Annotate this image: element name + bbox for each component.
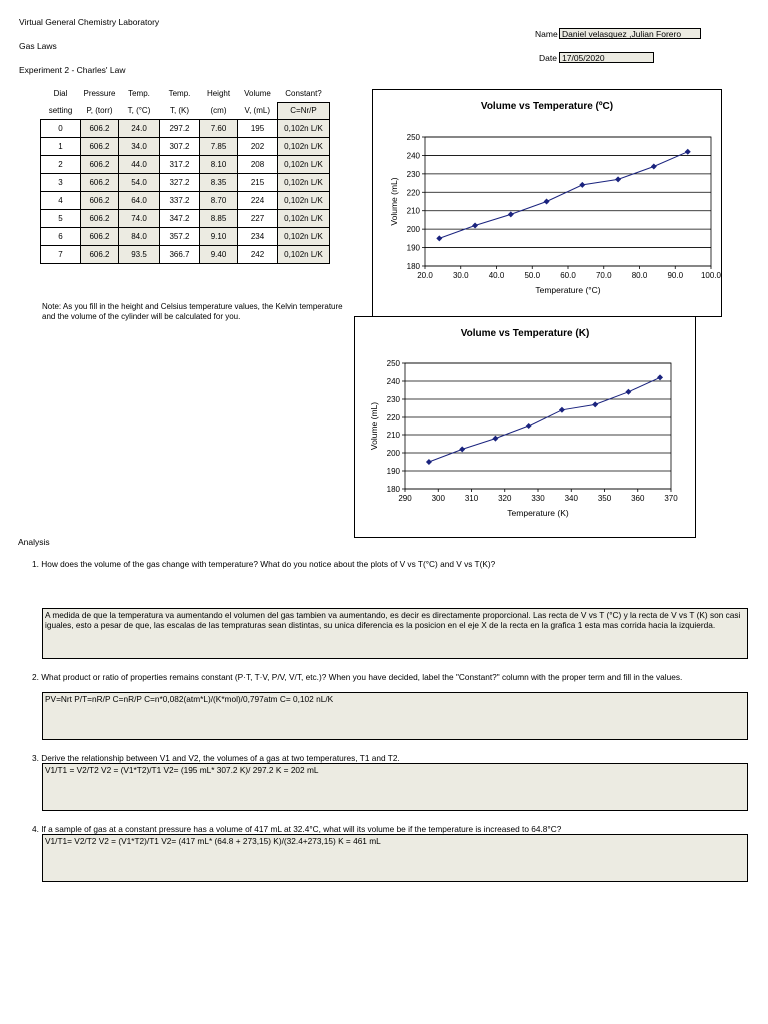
cell-temp-k: 317.2 xyxy=(160,156,200,174)
question-3: 3. Derive the relationship between V1 and V2, the volumes of a gas at two temperatures, T1 and T2. xyxy=(32,753,400,763)
cell-temp-c[interactable]: 64.0 xyxy=(119,192,160,210)
answer-4[interactable]: V1/T1= V2/T2 V2 = (V1*T2)/T1 V2= (417 mL* (64.8 + 273,15) K)/(32.4+273,15) K = 461 mL xyxy=(42,834,748,882)
cell-volume: 195 xyxy=(238,120,278,138)
cell-constant[interactable]: 0,102n L/K xyxy=(278,246,330,264)
y-tick-label: 240 xyxy=(406,151,420,161)
cell-temp-k: 347.2 xyxy=(160,210,200,228)
col-subheader: T, (K) xyxy=(169,105,190,115)
y-tick-label: 180 xyxy=(406,262,420,271)
data-point xyxy=(436,235,442,241)
data-point xyxy=(592,401,598,407)
cell-constant[interactable]: 0,102n L/K xyxy=(278,156,330,174)
x-tick-label: 90.0 xyxy=(667,271,684,280)
question-4: 4. If a sample of gas at a constant pressure has a volume of 417 mL at 32.4°C, what will its volume be if the temperature is increased to 64.8°C? xyxy=(32,824,562,834)
x-tick-label: 60.0 xyxy=(560,271,576,280)
x-tick-label: 320 xyxy=(498,494,512,503)
data-point xyxy=(426,459,432,465)
y-tick-label: 230 xyxy=(406,169,420,179)
cell-temp-c[interactable]: 54.0 xyxy=(119,174,160,192)
cell-height[interactable]: 8.70 xyxy=(200,192,238,210)
table-row xyxy=(41,192,330,210)
y-tick-label: 240 xyxy=(386,377,400,386)
cell-pressure: 606.2 xyxy=(81,192,119,210)
x-tick-label: 300 xyxy=(431,494,445,503)
cell-volume: 215 xyxy=(238,174,278,192)
y-tick-label: 220 xyxy=(386,413,400,422)
data-point xyxy=(657,374,663,380)
cell-volume: 202 xyxy=(238,138,278,156)
col-subheader: setting xyxy=(48,105,73,115)
col-header: Height xyxy=(206,89,231,99)
cell-dial: 2 xyxy=(41,156,81,174)
y-tick-label: 200 xyxy=(386,449,400,458)
chart-celsius xyxy=(372,89,722,317)
data-point xyxy=(526,423,532,429)
data-point xyxy=(508,211,514,217)
cell-temp-c[interactable]: 84.0 xyxy=(119,228,160,246)
data-point xyxy=(685,149,691,155)
data-point xyxy=(615,176,621,182)
cell-volume: 234 xyxy=(238,228,278,246)
cell-temp-k: 357.2 xyxy=(160,228,200,246)
cell-volume: 227 xyxy=(238,210,278,228)
x-tick-label: 370 xyxy=(664,494,678,503)
cell-pressure: 606.2 xyxy=(81,120,119,138)
col-subheader: P, (torr) xyxy=(86,105,113,115)
x-axis-label: Temperature (°C) xyxy=(535,285,601,295)
cell-height[interactable]: 8.35 xyxy=(200,174,238,192)
x-tick-label: 310 xyxy=(464,494,479,503)
x-tick-label: 360 xyxy=(631,494,645,503)
cell-volume: 242 xyxy=(238,246,278,264)
col-subheader: (cm) xyxy=(210,105,227,115)
cell-temp-k: 327.2 xyxy=(160,174,200,192)
cell-height[interactable]: 9.10 xyxy=(200,228,238,246)
x-tick-label: 70.0 xyxy=(595,271,612,280)
x-tick-label: 290 xyxy=(398,494,412,503)
data-point xyxy=(459,446,465,452)
answer-3[interactable]: V1/T1 = V2/T2 V2 = (V1*T2)/T1 V2= (195 mL* 307.2 K)/ 297.2 K = 202 mL xyxy=(42,763,748,811)
name-label: Name xyxy=(535,29,558,39)
table-header-row-bottom xyxy=(41,103,330,120)
y-tick-label: 210 xyxy=(406,206,420,216)
data-point xyxy=(625,389,631,395)
x-tick-label: 100.0 xyxy=(700,271,721,280)
cell-temp-k: 337.2 xyxy=(160,192,200,210)
cell-temp-c[interactable]: 93.5 xyxy=(119,246,160,264)
cell-height[interactable]: 8.10 xyxy=(200,156,238,174)
col-subheader: V, (mL) xyxy=(244,105,270,115)
data-point xyxy=(544,199,550,205)
cell-height[interactable]: 7.85 xyxy=(200,138,238,156)
y-tick-label: 190 xyxy=(406,243,420,253)
col-subheader: T, (°C) xyxy=(127,105,151,115)
cell-temp-c[interactable]: 44.0 xyxy=(119,156,160,174)
cell-constant[interactable]: 0,102n L/K xyxy=(278,120,330,138)
question-1: 1. How does the volume of the gas change with temperature? What do you notice about the plots of V vs T(°C) and V vs T(K)? xyxy=(32,559,496,569)
cell-dial: 1 xyxy=(41,138,81,156)
lab-title: Virtual General Chemistry Laboratory xyxy=(19,17,160,27)
cell-height[interactable]: 8.85 xyxy=(200,210,238,228)
cell-dial: 7 xyxy=(41,246,81,264)
x-tick-label: 340 xyxy=(564,494,578,503)
data-point xyxy=(579,182,585,188)
plot-area xyxy=(425,137,711,266)
analysis-heading: Analysis xyxy=(18,537,50,547)
table-row xyxy=(41,120,330,138)
y-tick-label: 250 xyxy=(386,359,400,368)
chart-celsius-svg xyxy=(373,90,721,316)
cell-pressure: 606.2 xyxy=(81,156,119,174)
data-point xyxy=(559,407,565,413)
cell-dial: 4 xyxy=(41,192,81,210)
data-table xyxy=(40,86,330,264)
date-label: Date xyxy=(539,53,557,63)
cell-temp-k: 307.2 xyxy=(160,138,200,156)
cell-volume: 224 xyxy=(238,192,278,210)
cell-temp-c[interactable]: 24.0 xyxy=(119,120,160,138)
cell-dial: 0 xyxy=(41,120,81,138)
cell-temp-k: 297.2 xyxy=(160,120,200,138)
y-tick-label: 200 xyxy=(406,225,420,235)
table-row xyxy=(41,138,330,156)
constant-column-label[interactable]: C=Nr/P xyxy=(278,103,330,120)
chart-title: Volume vs Temperature (ºC) xyxy=(480,101,614,112)
data-point xyxy=(472,222,478,228)
chart-kelvin-svg xyxy=(355,317,695,537)
cell-pressure: 606.2 xyxy=(81,228,119,246)
x-tick-label: 50.0 xyxy=(524,271,541,280)
experiment-title: Experiment 2 - Charles' Law xyxy=(19,65,126,75)
note-text: Note: As you fill in the height and Celsius temperature values, the Kelvin temperature and the volume of the cylinder will be calculated for you. xyxy=(42,302,343,321)
col-header: Constant? xyxy=(285,89,322,98)
y-axis-label: Volume (mL) xyxy=(389,177,399,226)
x-tick-label: 80.0 xyxy=(631,271,648,280)
chart-kelvin xyxy=(354,316,696,538)
question-2: 2. What product or ratio of properties remains constant (P·T, T·V, P/V, V/T, etc.)? When you have decided, label the "Constant?" column with the proper term and fill in the values. xyxy=(32,672,683,682)
y-axis-label: Volume (mL) xyxy=(369,401,379,451)
x-tick-label: 350 xyxy=(597,494,612,503)
table-row xyxy=(41,174,330,192)
chart-title: Volume vs Temperature (K) xyxy=(460,328,590,339)
data-point xyxy=(492,436,498,442)
section-title: Gas Laws xyxy=(19,41,57,51)
x-tick-label: 20.0 xyxy=(417,271,433,280)
y-tick-label: 250 xyxy=(406,133,420,142)
x-tick-label: 330 xyxy=(531,494,545,503)
col-header: Volume xyxy=(244,89,271,99)
cell-height[interactable]: 7.60 xyxy=(200,120,238,138)
x-axis-label: Temperature (K) xyxy=(507,508,569,518)
col-header: Temp. xyxy=(128,89,150,99)
col-header: Temp. xyxy=(168,89,191,99)
cell-constant[interactable]: 0,102n L/K xyxy=(278,138,330,156)
name-field[interactable]: Daniel velasquez ,Julian Forero xyxy=(559,28,701,39)
cell-temp-k: 366.7 xyxy=(160,246,200,264)
data-point xyxy=(651,163,657,169)
table-row xyxy=(41,246,330,264)
cell-constant[interactable]: 0,102n L/K xyxy=(278,192,330,210)
answer-2[interactable]: PV=Nrt P/T=nR/P C=nR/P C=n*0,082(atm*L)/(K*mol)/0,797atm C= 0,102 nL/K xyxy=(42,692,748,740)
cell-pressure: 606.2 xyxy=(81,210,119,228)
cell-constant[interactable]: 0,102n L/K xyxy=(278,228,330,246)
cell-pressure: 606.2 xyxy=(81,246,119,264)
table-row xyxy=(41,228,330,246)
y-tick-label: 220 xyxy=(406,188,420,198)
table-header-row-top xyxy=(41,86,330,103)
cell-dial: 3 xyxy=(41,174,81,192)
cell-constant[interactable]: 0,102n L/K xyxy=(278,174,330,192)
answer-1[interactable]: A medida de que la temperatura va aumentando el volumen del gas tambien va aumentando, es decir es directamente proporcional. Las recta de V vs T (°C) y la recta de V vs T (K) son casi iguales, esto a pesar de que, las escalas de las tempraturas sean distintas, su unica diferencia es la posicion en el eje X de la recta en la grafica 1 esta mas corrida hacia la izquierda. xyxy=(42,608,748,659)
y-tick-label: 190 xyxy=(386,467,400,476)
x-tick-label: 30.0 xyxy=(452,271,469,280)
y-tick-label: 230 xyxy=(386,395,400,404)
plot-area xyxy=(405,363,671,489)
cell-height[interactable]: 9.40 xyxy=(200,246,238,264)
cell-temp-c[interactable]: 34.0 xyxy=(119,138,160,156)
table-row xyxy=(41,156,330,174)
date-field[interactable]: 17/05/2020 xyxy=(559,52,654,63)
col-header: Pressure xyxy=(83,89,116,99)
cell-dial: 5 xyxy=(41,210,81,228)
y-tick-label: 180 xyxy=(386,485,400,494)
y-tick-label: 210 xyxy=(386,431,400,440)
cell-dial: 6 xyxy=(41,228,81,246)
cell-constant[interactable]: 0,102n L/K xyxy=(278,210,330,228)
cell-pressure: 606.2 xyxy=(81,174,119,192)
cell-volume: 208 xyxy=(238,156,278,174)
table-row xyxy=(41,210,330,228)
x-tick-label: 40.0 xyxy=(488,271,505,280)
col-header: Dial xyxy=(53,89,68,99)
cell-temp-c[interactable]: 74.0 xyxy=(119,210,160,228)
cell-pressure: 606.2 xyxy=(81,138,119,156)
